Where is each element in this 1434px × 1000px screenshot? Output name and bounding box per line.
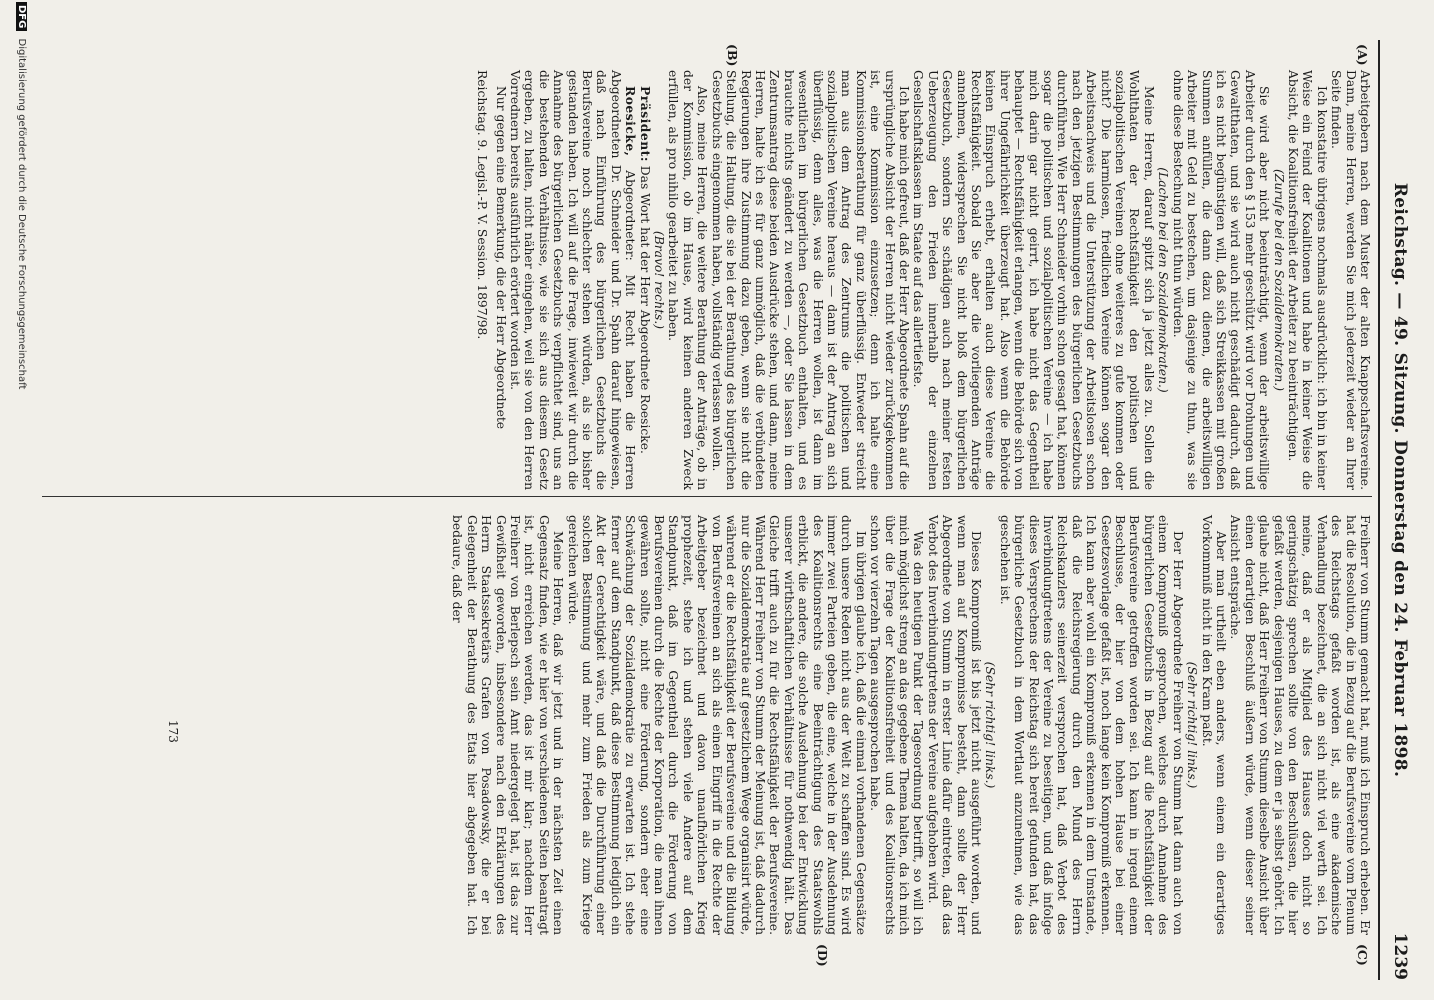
page-header (1384, 40, 1414, 980)
paragraph: Also, meine Herren, die weitere Berathung der Anträge, ob in der Kommission, ob im Hause, wird keinen anderen Zweck erfüllen, als pro nihilo gearbeitet zu haben. (666, 70, 710, 490)
session-footer: Reichstag. 9. Legisl.-P. V. Session. 1897/98. (475, 70, 490, 340)
paragraph: Freiherr von Stumm gemacht hat, muß ich Einspruch erheben. Er hat die Resolution, die in Bezug auf die Berufsvereine vom Plenum des Reichstags gefaßt worden ist, als eine akademische Verhandlung bezeichnet, die an sich nicht viel werth sei. Ich meine, daß er als Mitglied des Hauses doch nicht so geringschätzig sprechen sollte von den Beschlüssen, die hier gefaßt werden, desjenigen Hauses, zu dem er ja selbst gehört. Ich glaube nicht, daß Herr Freiherr von Stumm dieselbe Ansicht über einen derartigen Beschluß äußern würde, wenn dieser seiner Ansicht entspräche. (1228, 515, 1372, 935)
paragraph: Ich habe mich gefreut, daß der Herr Abgeordnete Spahn auf die ursprüngliche Absicht der Herren nicht wieder zurückgekommen ist, eine Kommission einzusetzen; denn ich halte eine Kommissionsberathung für ganz überflüssig. Entweder streicht man aus dem Antrag des Zentrums die politischen und sozialpolitischen Vereine heraus — dann ist der Antrag an sich überflüssig, denn alles, was die Herren wollen, ist dann im wesentlichen im bürgerlichen Gesetzbuch enthalten, und es brauchte nichts geändert zu werden —, oder Sie lassen in dem Zentrumsantrag diese beiden Ausdrücke stehen, und dann, meine Herren, halte ich es für ganz unmöglich, daß die verbündeten Regierungen ihre Zustimmung dazu geben, wenn sie nicht die Stellung, die Haltung, die sie bei der Berathung des bürgerlichen Gesetzbuchs eingenommen haben, vollständig verlassen wollen. (709, 70, 911, 490)
speaker-paragraph (637, 70, 651, 490)
paragraph: Nur gegen eine Bemerkung, die der Herr Abgeordnete (493, 86, 508, 430)
page-number: 1239 (1390, 932, 1410, 980)
paragraph: Sie wird aber nicht beeinträchtigt, wenn der arbeitswillige Arbeiter durch den § 153 mehr geschützt wird vor Drohungen und Gewaltthaten, und sie wird auch nicht geschädigt dadurch, daß ich es nicht begünstigen will, daß sich Streikkassen mit großen Summen anfüllen, die dann dazu dienen, die arbeitswilligen Arbeiter mit Geld zu bestechen, um dasjenige zu thun, was sie ohne diese Bestechung nicht thun würden. (1170, 70, 1272, 490)
interjection: (Zurufe bei den Sozialdemokraten.) (1271, 169, 1286, 391)
interjection: (Sehr richtig! links.) (983, 661, 998, 789)
marker-d: (D) (815, 944, 830, 967)
digitization-credit-text: Digitalisierung gefördert durch die Deutsche Forschungsgemeinschaft (16, 38, 27, 390)
dfg-logo: DFG (16, 2, 27, 31)
column-divider (42, 496, 1372, 497)
speaker-name: Präsident: (637, 86, 653, 162)
header-rule (1378, 40, 1380, 980)
paragraph: Ich konstatire übrigens nochmals ausdrücklich: ich bin in keiner Weise ein Feind der Koalitionen und habe in keiner Weise die Absicht, die Koalitionsfreiheit der Arbeiter zu beeinträchtigen. (1285, 70, 1329, 490)
digitization-credit (16, 2, 27, 998)
speech-text: Abgeordneter: Mit Recht haben die Herren Abgeordneten Dr. Schneider und Dr. Spahn darauf hingewiesen, daß nach Einführung des bürgerlichen Gesetzbuchs die Berufsvereine noch schlechter stehen würden, als sie bisher gestanden haben. Ich will auf die Frage, inwieweit wir durch die Annahme des bürgerlichen Gesetzbuchs verpflichtet sind, uns an die bestehenden Verhältnisse, wie sie sich aus diesem Gesetz ergeben, zu halten, nicht näher eingehen, weil sie von den Herren Vorrednern bereits ausführlich erörtert worden ist. (508, 70, 638, 490)
marker-a: (A) (1355, 44, 1370, 66)
interjection: (Lachen bei den Sozialdemokraten.) (1156, 167, 1171, 393)
page-folio: 173 (166, 720, 180, 743)
paragraph: Dieses Kompromiß ist bis jetzt nicht ausgeführt worden, und wenn man auf Kompromisse besteht, dann sollte der Herr Abgeordnete von Stumm in erster Linie dafür eintreten, daß das Verbot des Inverbindungtretens der Vereine aufgehoben wird. (925, 515, 984, 935)
paragraph: Im übrigen glaube ich, daß die einmal vorhandenen Gegensätze durch unsere Reden nicht aus der Welt zu schaffen sind. Es wird immer zwei Parteien geben, die eine, welche in der Ausdehnung des Koalitionsrechts eine Beeinträchtigung des Staatswohls erblickt, die andere, die solche Ausdehnung bei der Entwicklung unserer wirthschaftlichen Verhältnisse für nothwendig hält. Das Gleiche trifft auch zu für die Rechtsfähigkeit der Berufsvereine. Während Herr Freiherr von Stumm der Meinung ist, daß dadurch nur die Sozialdemokratie auf gesetzlichem Wege organisirt würde, während er die Rechtsfähigkeit der Berufsvereine und die Bildung von Berufsvereinen an sich als einen Eingriff in die Rechte der Arbeitgeber bezeichnet und davon unaufhörlichen Krieg prophezeit, stehe ich und stehen viele Andere auf dem Standpunkt, daß im Gegentheil durch die Förderung von Berufsvereinen durch die Rechte der Korporation, die man ihnen gewähren sollte, nicht eine Förderung, sondern eher eine Schwächung der Sozialdemokratie zu erwarten ist. Ich stehe ferner auf dem Standpunkt, daß diese Bestimmung lediglich ein Akt der Gerechtigkeit wäre, und daß die Durchführung einer solchen Bestimmung und mehr zum Frieden als zum Kriege gereichen würde. (565, 515, 868, 935)
marker-b: (B) (725, 44, 740, 67)
paragraph: Aber man urtheilt eben anders, wenn einem ein derartiges Vorkommniß nicht in den Kram paßt. (1199, 515, 1228, 935)
speech-text: Das Wort hat der Herr Abgeordnete Roesicke. (637, 165, 652, 454)
paragraph: Meine Herren, daß wir jetzt und in der nächsten Zeit einen Gegensatz finden, wie er hier von verschiedenen Seiten beantragt ist, nicht erreichen werden, das ist mir klar; nachdem Herr Freiherr von Berlepsch sein Amt niedergelegt hat, ist das zur Gewißheit geworden, insbesondere nach den Erklärungen des Herrn Staatssekretärs Grafen von Posadowsky, die er bei Gelegenheit der Berathung des Etats hier abgegeben hat. Ich bedaure, daß der (450, 515, 566, 935)
page-title: Reichstag. — 49. Sitzung. Donnerstag den 24. Februar 1898. (1390, 182, 1410, 778)
speaker-name: Roesicke, (623, 86, 639, 157)
paragraph: Der Herr Abgeordnete Freiherr von Stumm hat dann auch von einem Kompromiß gesprochen, welches durch Annahme des bürgerlichen Gesetzbuchs in Bezug auf die Rechtsfähigkeit der Berufsvereine getroffen worden sei. Ich kann in irgend einem Beschlusse, der hier von dem hohen Hause bei einer Gesetzesvorlage gefaßt ist, noch lange kein Kompromiß erkennen. Ich kann aber wohl ein Kompromiß erkennen in dem Umstande, daß die Reichsregierung durch den Mund des Herrn Reichskanzlers seinerzeit versprochen hat, daß Verbot des Inverbindungtretens der Vereine zu beseitigen, und daß infolge dieses Versprechens der Reichstag sich bereit gefunden hat, das bürgerliche Gesetzbuch in dem Wortlaut anzunehmen, wie das geschehen ist. (997, 515, 1185, 935)
interjection: (Bravo! rechts.) (652, 230, 667, 330)
interjection: (Sehr richtig! links.) (1185, 661, 1200, 789)
speaker-paragraph (508, 70, 638, 490)
right-column (450, 515, 1372, 935)
paragraph: Was den heutigen Punkt der Tagesordnung betrifft, so will ich mich möglichst streng an das gegebene Thema halten, da ich mich über die Frage der Koalitionsfreiheit und des Koalitionsrechts schon vor vierzehn Tagen ausgesprochen habe. (868, 515, 926, 935)
marker-c: (C) (1355, 944, 1370, 966)
paragraph: Arbeitgebern nach dem Muster der alten Knappschaftsvereine. Dann, meine Herren, werden Sie mich jederzeit wieder an Ihrer Seite finden. (1329, 70, 1372, 490)
left-column (475, 70, 1372, 490)
paragraph: Meine Herren, darauf spitzt sich ja jetzt alles zu. Sollen die Wohlthaten der Rechtsfähigkeit den politischen und sozialpolitischen Vereinen ohne weiteres zu gute kommen oder nicht? Die harmlosen, friedlichen Vereine können sogar den Arbeitsnachweis und die Unterstützung der Arbeitslosen schon nach den jetzigen Bestimmungen des bürgerlichen Gesetzbuchs durchführen. Wie Herr Schneider vorhin schon gesagt hat, können sogar die politischen und sozialpolitischen Vereine — ich habe mich darin gar nicht geirrt, ich habe nicht das Gegentheil behauptet — Rechtsfähigkeit erlangen, wenn die Behörde sich von ihrer Ungefährlichkeit überzeugt hat. Also wenn die Behörde keinen Einspruch erhebt, erhalten auch diese Vereine die Rechtsfähigkeit. Sobald Sie aber die vorliegenden Anträge annehmen, widersprechen Sie nicht bloß dem bürgerlichen Gesetzbuch, sondern Sie schädigen auch nach meiner festen Ueberzeugung den Frieden innerhalb der einzelnen Gesellschaftsklassen im Staate auf das allertiefste. (911, 70, 1156, 490)
